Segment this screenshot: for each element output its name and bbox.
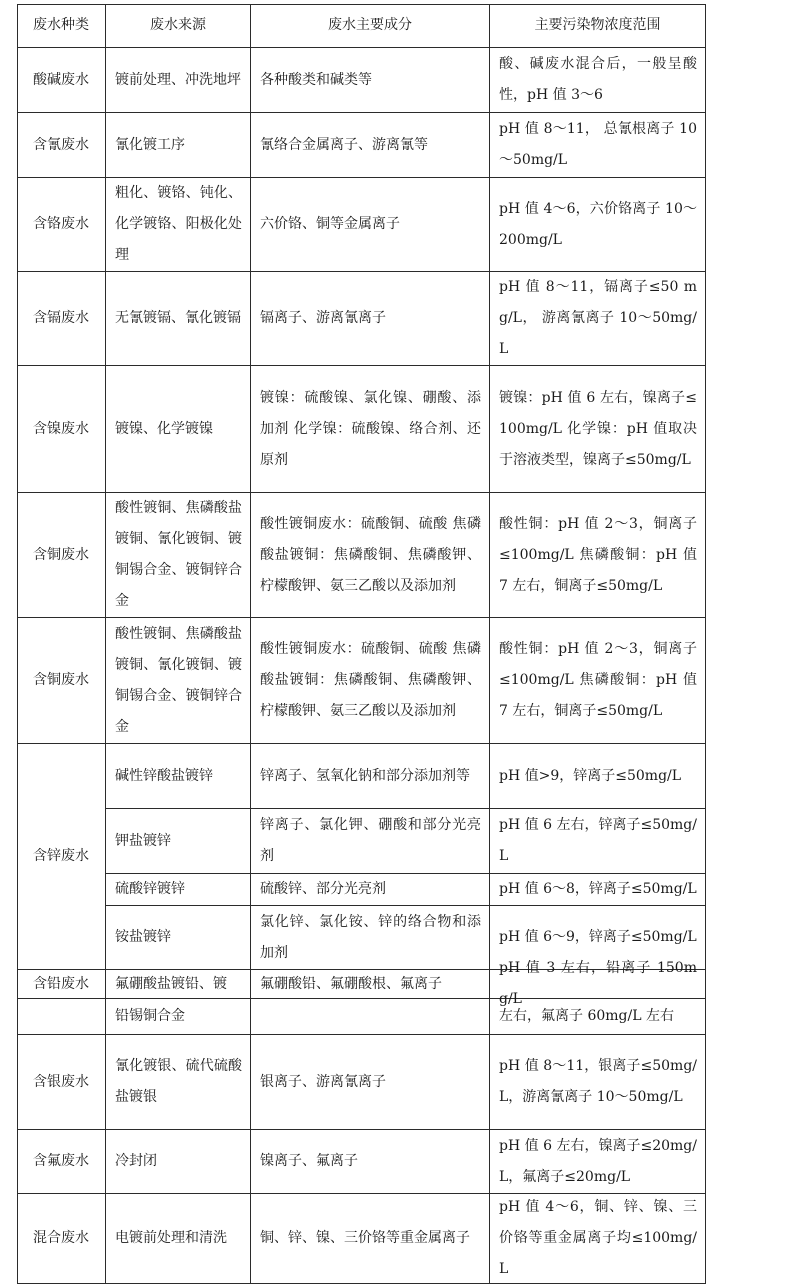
table-row-type: 含铜废水 xyxy=(17,618,106,744)
table-row-source: 粗化、镀铬、钝化、化学镀铬、阳极化处理 xyxy=(106,178,251,272)
lead-components: 氟硼酸铅、氟硼酸根、氟离子 xyxy=(251,970,490,999)
lead-components-continued xyxy=(251,999,490,1035)
header-concentration: 主要污染物浓度范围 xyxy=(490,4,706,48)
table-row-concentration: pH 值 8～11， 总氰根离子 10～50mg/L xyxy=(490,113,706,178)
table-row-source: 无氰镀镉、氰化镀镉 xyxy=(106,272,251,366)
table-row-concentration: pH 值 8～11，银离子≤50mg/L，游离氰离子 10～50mg/L xyxy=(490,1035,706,1130)
zinc-type-cell: 含锌废水 xyxy=(17,744,106,970)
table-row-concentration: pH 值 4～6，铜、锌、镍、三价铬等重金属离子均≤100mg/L xyxy=(490,1194,706,1284)
table-row-components: 氰络合金属离子、游离氰等 xyxy=(251,113,490,178)
header-type: 废水种类 xyxy=(17,4,106,48)
lead-type-continued xyxy=(17,999,106,1035)
table-row-type: 含氰废水 xyxy=(17,113,106,178)
table-row-source: 氰化镀工序 xyxy=(106,113,251,178)
zinc-subrow-concentration: pH 值 6～9，锌离子≤50mg/L xyxy=(490,906,706,970)
zinc-subrow-source: 铵盐镀锌 xyxy=(106,906,251,970)
header-components: 废水主要成分 xyxy=(251,4,490,48)
table-row-source: 镀镍、化学镀镍 xyxy=(106,366,251,493)
table-row-source: 冷封闭 xyxy=(106,1130,251,1194)
table-row-concentration: pH 值 4～6，六价铬离子 10～200mg/L xyxy=(490,178,706,272)
zinc-subrow-source: 硫酸锌镀锌 xyxy=(106,874,251,906)
table-row-type: 混合废水 xyxy=(17,1194,106,1284)
table-row-type: 酸碱废水 xyxy=(17,48,106,113)
table-row-source: 镀前处理、冲洗地坪 xyxy=(106,48,251,113)
lead-source-a: 氟硼酸盐镀铅、镀 xyxy=(106,970,251,999)
table-row-type: 含铬废水 xyxy=(17,178,106,272)
table-row-type: 含镉废水 xyxy=(17,272,106,366)
lead-source-b: 铅锡铜合金 xyxy=(106,999,251,1035)
table-row-type: 含铜废水 xyxy=(17,493,106,618)
lead-type-cell: 含铅废水 xyxy=(17,970,106,999)
zinc-subrow-concentration: pH 值>9，锌离子≤50mg/L xyxy=(490,744,706,809)
table-row-components: 各种酸类和碱类等 xyxy=(251,48,490,113)
table-row-components: 酸性镀铜废水：硫酸铜、硫酸 焦磷酸盐镀铜：焦磷酸铜、焦磷酸钾、柠檬酸钾、氨三乙酸以及添加剂 xyxy=(251,493,490,618)
table-row-concentration: 镀镍：pH 值 6 左右，镍离子≤100mg/L 化学镍：pH 值取决于溶液类型，镍离子≤50mg/L xyxy=(490,366,706,493)
table-row-components: 镍离子、氟离子 xyxy=(251,1130,490,1194)
table-row-components: 镀镍：硫酸镍、氯化镍、硼酸、添加剂 化学镍：硫酸镍、络合剂、还原剂 xyxy=(251,366,490,493)
table-row-type: 含银废水 xyxy=(17,1035,106,1130)
zinc-subrow-source: 碱性锌酸盐镀锌 xyxy=(106,744,251,809)
table-row-type: 含氟废水 xyxy=(17,1130,106,1194)
zinc-subrow-components: 锌离子、氢氧化钠和部分添加剂等 xyxy=(251,744,490,809)
table-row-source: 氰化镀银、硫代硫酸盐镀银 xyxy=(106,1035,251,1130)
lead-concentration-a: pH 值 3 左右，铅离子 150mg/L xyxy=(490,970,706,999)
table-row-type: 含镍废水 xyxy=(17,366,106,493)
table-row-concentration: pH 值 6 左右，镍离子≤20mg/L，氟离子≤20mg/L xyxy=(490,1130,706,1194)
table-row-components: 银离子、游离氰离子 xyxy=(251,1035,490,1130)
header-source: 废水来源 xyxy=(106,4,251,48)
zinc-subrow-components: 氯化锌、氯化铵、锌的络合物和添加剂 xyxy=(251,906,490,970)
table-row-components: 六价铬、铜等金属离子 xyxy=(251,178,490,272)
zinc-subrow-components: 硫酸锌、部分光亮剂 xyxy=(251,874,490,906)
table-row-components: 镉离子、游离氰离子 xyxy=(251,272,490,366)
table-row-concentration: 酸、碱废水混合后，一般呈酸性，pH 值 3～6 xyxy=(490,48,706,113)
table-row-components: 酸性镀铜废水：硫酸铜、硫酸 焦磷酸盐镀铜：焦磷酸铜、焦磷酸钾、柠檬酸钾、氨三乙酸以及添加剂 xyxy=(251,618,490,744)
lead-concentration-b: 左右，氟离子 60mg/L 左右 xyxy=(490,999,706,1035)
table-row-source: 酸性镀铜、焦磷酸盐镀铜、氰化镀铜、镀铜锡合金、镀铜锌合金 xyxy=(106,493,251,618)
table-row-components: 铜、锌、镍、三价铬等重金属离子 xyxy=(251,1194,490,1284)
zinc-subrow-concentration: pH 值 6～8，锌离子≤50mg/L xyxy=(490,874,706,906)
zinc-subrow-components: 锌离子、氯化钾、硼酸和部分光亮剂 xyxy=(251,809,490,874)
table-row-concentration: 酸性铜：pH 值 2～3，铜离子≤100mg/L 焦磷酸铜：pH 值 7 左右，铜离子≤50mg/L xyxy=(490,618,706,744)
table-row-concentration: 酸性铜：pH 值 2～3，铜离子≤100mg/L 焦磷酸铜：pH 值 7 左右，铜离子≤50mg/L xyxy=(490,493,706,618)
table-row-concentration: pH 值 8～11，镉离子≤50 mg/L， 游离氰离子 10～50mg/L xyxy=(490,272,706,366)
zinc-subrow-source: 钾盐镀锌 xyxy=(106,809,251,874)
table-row-source: 电镀前处理和清洗 xyxy=(106,1194,251,1284)
zinc-subrow-concentration: pH 值 6 左右，锌离子≤50mg/L xyxy=(490,809,706,874)
table-row-source: 酸性镀铜、焦磷酸盐镀铜、氰化镀铜、镀铜锡合金、镀铜锌合金 xyxy=(106,618,251,744)
wastewater-table xyxy=(17,4,706,1284)
